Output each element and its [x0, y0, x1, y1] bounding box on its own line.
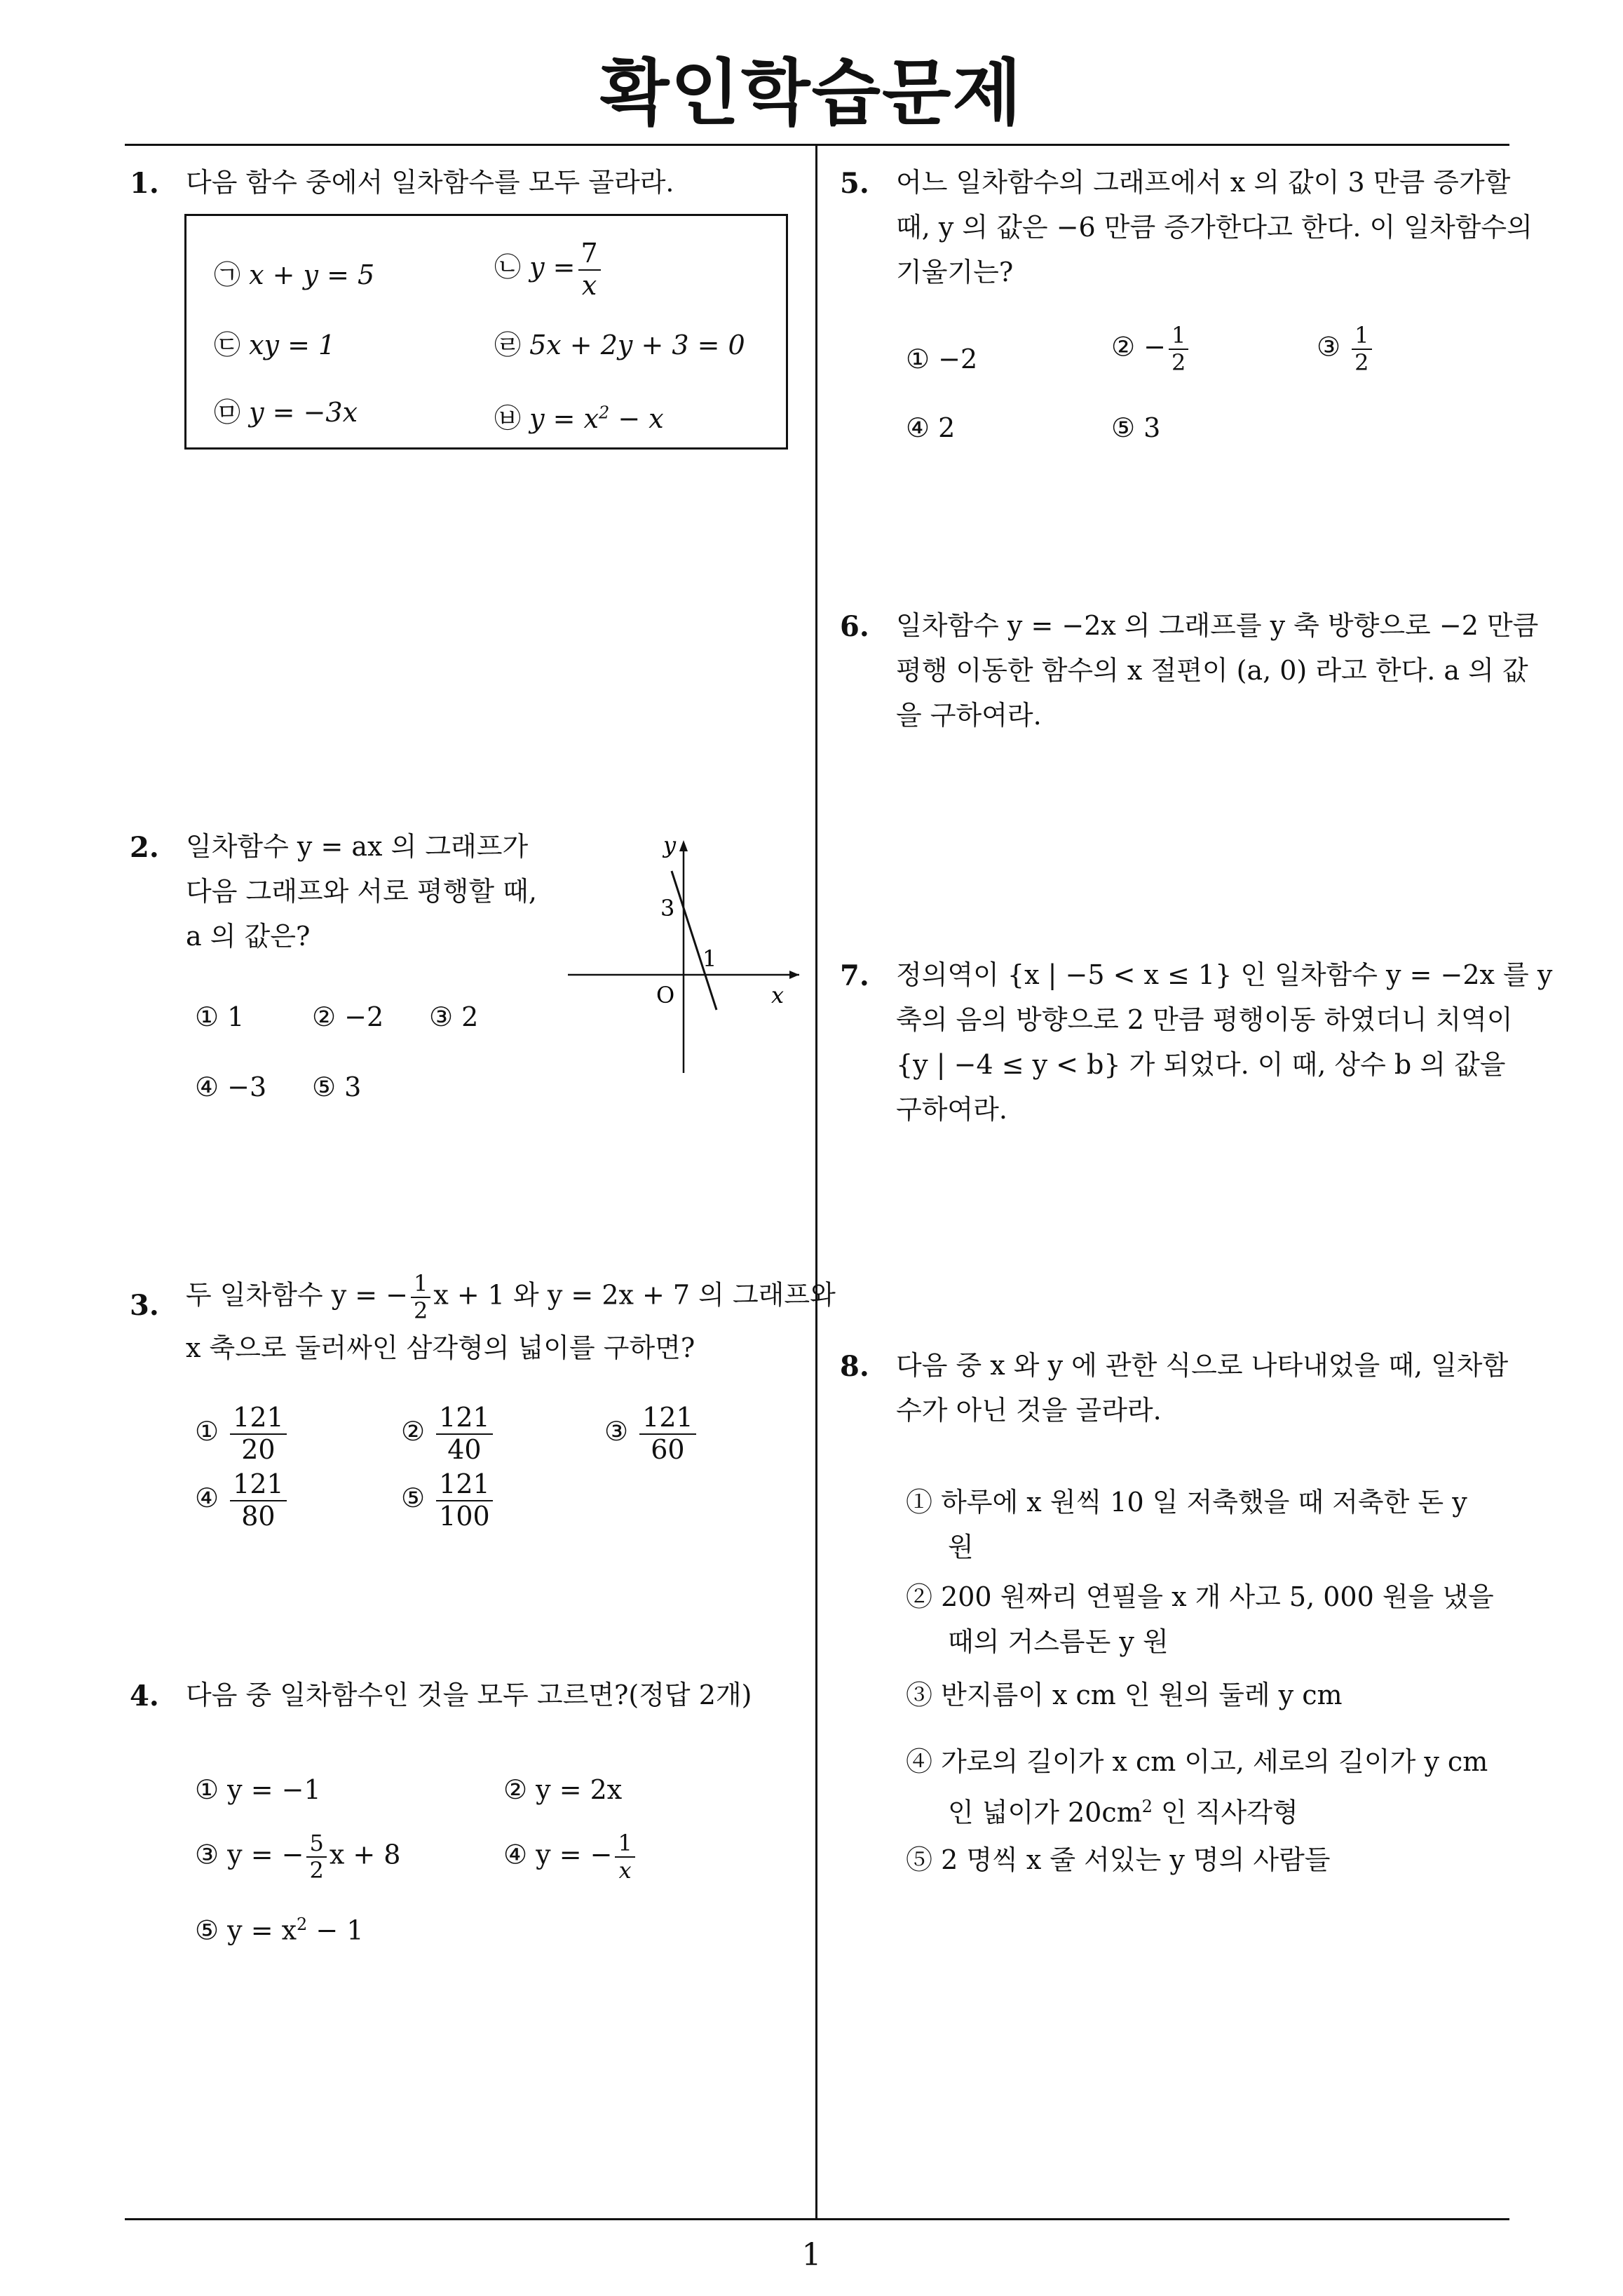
question-4-text: 다음 중 일차함수인 것을 모두 고르면?(정답 2개): [186, 1680, 752, 1710]
q5-option-5: ⑤ 3: [1111, 412, 1161, 443]
question-1-number: 1.: [130, 167, 159, 200]
q8-option-4-line-2: 인 넓이가 $20cm^2$ 인 직사각형: [948, 1797, 1298, 1828]
bottom-rule: [125, 2218, 1509, 2220]
q2-option-4: ④ −3: [195, 1072, 267, 1102]
graph-y-intercept-label: 3: [660, 895, 675, 921]
question-7-line-1: 정의역이 {x | −5 < x ≤ 1} 인 일차함수 y = −2x 를 y: [896, 959, 1553, 990]
q5-option-1: ① −2: [906, 344, 978, 374]
q8-option-2-line-1: ② 200 원짜리 연필을 x 개 사고 5, 000 원을 냈을: [906, 1581, 1494, 1612]
question-8-line-2: 수가 아닌 것을 골라라.: [896, 1395, 1162, 1426]
column-divider: [815, 144, 817, 2220]
question-7-line-4: 구하여라.: [896, 1094, 1007, 1125]
q8-option-5: ⑤ 2 명씩 x 줄 서있는 y 명의 사람들: [906, 1844, 1331, 1875]
question-2-graph: [568, 835, 806, 1073]
question-7-line-3: {y | −4 ≤ y < b} 가 되었다. 이 때, 상수 b 의 값을: [896, 1049, 1506, 1080]
q3-option-5: ⑤ $\frac{121}{100}$: [401, 1469, 496, 1532]
graph-x-intercept-label: 1: [702, 945, 717, 972]
question-1-text: 다음 함수 중에서 일차함수를 모두 골라라.: [186, 167, 674, 198]
graph-y-label: y: [663, 835, 677, 858]
q1-item-4: ㉣ 5x + 2y + 3 = 0: [494, 330, 745, 360]
question-2-line-1: 일차함수 y = ax 의 그래프가: [186, 831, 529, 862]
q8-option-3: ③ 반지름이 x cm 인 원의 둘레 y cm: [906, 1680, 1343, 1710]
q1-item-2: ㉡ y = $\frac{7}{x}$: [494, 238, 604, 301]
question-6-line-3: 을 구하여라.: [896, 700, 1042, 731]
question-3-number: 3.: [130, 1289, 159, 1322]
question-4-number: 4.: [130, 1680, 159, 1713]
q5-option-4: ④ 2: [906, 412, 956, 443]
question-5-line-2: 때, y 의 값은 −6 만큼 증가한다고 한다. 이 일차함수의: [896, 212, 1533, 243]
q1-item-6: ㉥ $y = x^2 - x$: [494, 403, 664, 434]
question-3-line-1: 두 일차함수 y = − $\frac{1}{2}$ x + 1 와 y = 2x + 7 의 그래프와: [186, 1270, 836, 1324]
q1-item-1: ㉠ x + y = 5: [214, 259, 375, 290]
q3-option-2: ② $\frac{121}{40}$: [401, 1403, 496, 1465]
q8-option-4-line-1: ④ 가로의 길이가 x cm 이고, 세로의 길이가 y cm: [906, 1746, 1488, 1777]
q3-option-3: ③ $\frac{121}{60}$: [604, 1403, 699, 1465]
q8-option-1-line-2: 원: [948, 1532, 974, 1562]
question-8-number: 8.: [840, 1350, 869, 1383]
question-2-number: 2.: [130, 831, 159, 864]
question-3-line-2: x 축으로 둘러싸인 삼각형의 넓이를 구하면?: [186, 1332, 695, 1363]
page-title: 확인학습문제: [599, 52, 1024, 135]
question-2-line-2: 다음 그래프와 서로 평행할 때,: [186, 876, 537, 907]
question-5-line-1: 어느 일차함수의 그래프에서 x 의 값이 3 만큼 증가할: [896, 167, 1511, 198]
q2-option-1: ① 1: [195, 1001, 245, 1032]
question-6-line-2: 평행 이동한 함수의 x 절편이 (a, 0) 라고 한다. a 의 값: [896, 655, 1528, 686]
question-5-line-3: 기울기는?: [896, 257, 1014, 288]
page-number: 1: [801, 2237, 822, 2273]
graph-origin-label: O: [656, 982, 675, 1008]
question-8-line-1: 다음 중 x 와 y 에 관한 식으로 나타내었을 때, 일차함: [896, 1350, 1509, 1381]
q2-option-5: ⑤ 3: [312, 1072, 362, 1102]
q8-option-2-line-2: 때의 거스름돈 y 원: [948, 1626, 1169, 1657]
q8-option-1-line-1: ① 하루에 x 원씩 10 일 저축했을 때 저축한 돈 y: [906, 1487, 1467, 1518]
q4-option-4: ④ y = − $\frac{1}{x}$: [503, 1830, 638, 1884]
q1-item-3: ㉢ xy = 1: [214, 330, 336, 360]
q2-option-2: ② −2: [312, 1001, 384, 1032]
q4-option-5: ⑤ $y = x^2 - 1$: [195, 1915, 364, 1946]
q5-option-3: ③ $\frac{1}{2}$: [1317, 323, 1375, 376]
q4-option-2: ② y = 2x: [503, 1774, 623, 1805]
q5-option-2: ② − $\frac{1}{2}$: [1111, 323, 1191, 376]
q3-option-1: ① $\frac{121}{20}$: [195, 1403, 290, 1465]
question-5-number: 5.: [840, 167, 869, 200]
question-6-number: 6.: [840, 610, 869, 643]
question-6-line-1: 일차함수 y = −2x 의 그래프를 y 축 방향으로 −2 만큼: [896, 610, 1539, 641]
question-7-number: 7.: [840, 959, 869, 992]
q4-option-3: ③ y = − $\frac{5}{2}$ x + 8: [195, 1830, 401, 1884]
q3-option-4: ④ $\frac{121}{80}$: [195, 1469, 290, 1532]
question-7-line-2: 축의 음의 방향으로 2 만큼 평행이동 하였더니 치역이: [896, 1004, 1513, 1035]
q2-option-3: ③ 2: [429, 1001, 479, 1032]
graph-x-label: x: [771, 982, 785, 1008]
q1-item-5: ㉤ y = −3x: [214, 397, 358, 428]
question-2-line-3: a 의 값은?: [186, 921, 311, 952]
q4-option-1: ① y = −1: [195, 1774, 321, 1805]
